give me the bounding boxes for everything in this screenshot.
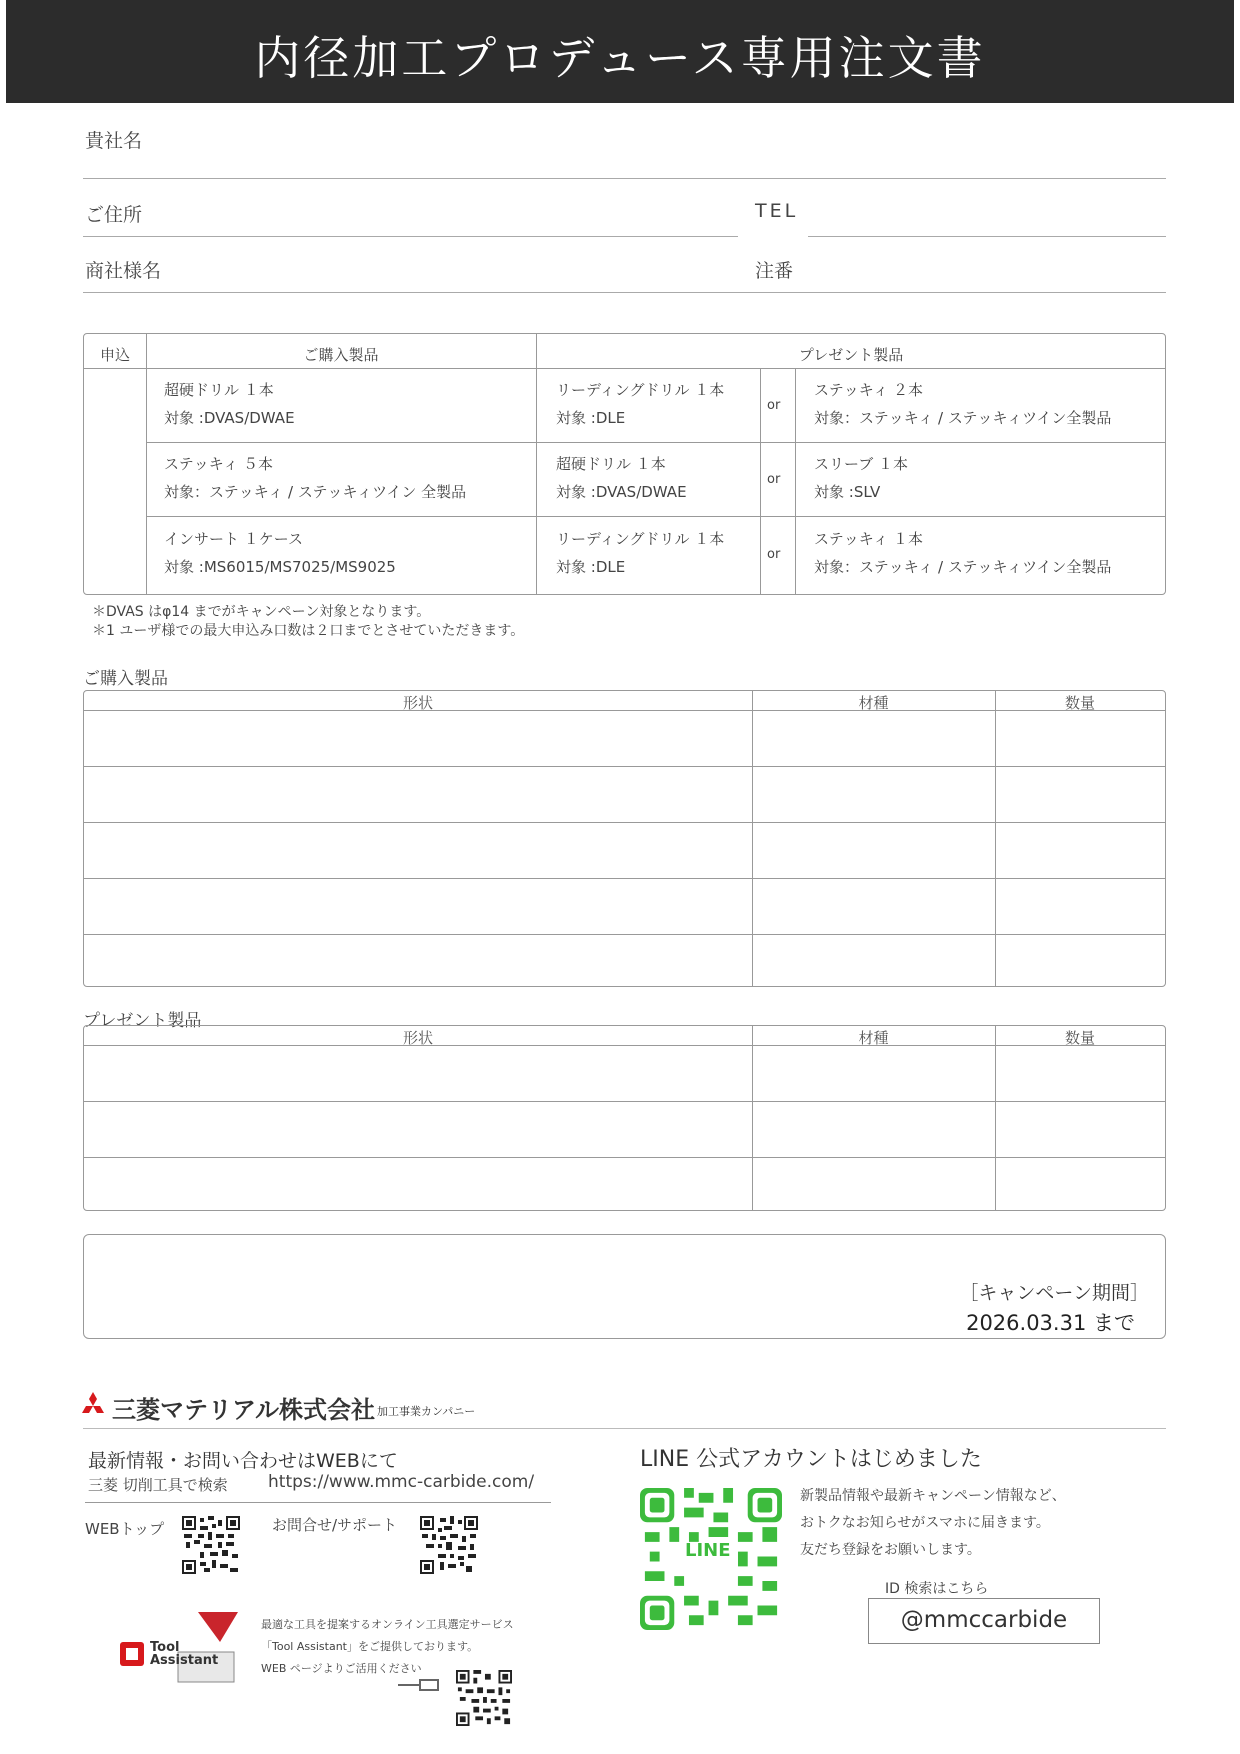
web-top-qr-icon[interactable]: [182, 1516, 240, 1574]
purchase-name: ステッキィ ５本: [164, 455, 274, 473]
header-divider: [84, 1045, 1165, 1046]
url-underline: [85, 1502, 551, 1503]
campaign-table: [83, 333, 1166, 595]
present-b-name: ステッキィ １本: [814, 530, 924, 548]
campaign-period-box: [83, 1234, 1166, 1339]
address-field-line[interactable]: [83, 236, 738, 237]
note-line: ＊DVAS はφ14 までがキャンペーン対象となります。: [92, 604, 431, 620]
tool-logo-line1: Tool: [150, 1640, 180, 1655]
col-qty-header: 数量: [1064, 1029, 1095, 1047]
present-b-target: 対象：ステッキィ / ステッキィツイン全製品: [814, 409, 1112, 427]
present-b-target: 対象 :SLV: [814, 483, 881, 501]
present-a-target: 対象 :DLE: [556, 409, 626, 427]
tel-field-line[interactable]: [808, 236, 1166, 237]
head-present: プレゼント製品: [798, 346, 904, 364]
company-sub: 加工事業カンパニー: [377, 1405, 476, 1418]
line-id: @mmccarbide: [900, 1607, 1068, 1633]
dealer-field-line[interactable]: [83, 292, 738, 293]
header-divider: [84, 368, 1165, 369]
apply-cell[interactable]: [84, 516, 146, 594]
col-divider: [536, 334, 537, 594]
present-a-target: 対象 :DLE: [556, 558, 626, 576]
col-divider: [995, 691, 996, 986]
line-desc-line: おトクなお知らせがスマホに届きます。: [800, 1515, 1050, 1531]
purchase-name: インサート １ケース: [164, 530, 304, 548]
head-apply: 申込: [99, 346, 130, 364]
line-desc-line: 新製品情報や最新キャンペーン情報など、: [800, 1488, 1066, 1504]
dealer-label: 商社様名: [85, 260, 162, 282]
col-divider: [752, 691, 753, 986]
website-link[interactable]: https://www.mmc-carbide.com/: [268, 1472, 535, 1492]
or-label: or: [767, 547, 781, 562]
row-divider: [84, 1157, 1165, 1158]
support-qr-icon[interactable]: [420, 1516, 478, 1574]
header-divider: [84, 710, 1165, 711]
present-a-target: 対象 :DVAS/DWAE: [556, 483, 687, 501]
col-shape-header: 形状: [402, 1029, 433, 1047]
notes: [92, 603, 524, 641]
purchase-table-title: ご購入製品: [83, 669, 168, 689]
or-label: or: [767, 472, 781, 487]
present-a-name: リーディングドリル １本: [556, 530, 725, 548]
web-heading: 最新情報・お問い合わせはWEBにて: [88, 1450, 398, 1472]
tel-label: TEL: [755, 200, 799, 222]
purchase-target: 対象 :DVAS/DWAE: [164, 409, 295, 427]
row-divider: [84, 878, 1165, 879]
footer-divider: [83, 1428, 1166, 1429]
order-no-field-line[interactable]: [738, 292, 1166, 293]
purchase-target: 対象 :MS6015/MS7025/MS9025: [164, 558, 396, 576]
line-heading: LINE 公式アカウントはじめました: [640, 1447, 982, 1472]
col-material-header: 材種: [858, 1029, 889, 1047]
row-divider: [84, 934, 1165, 935]
purchase-target: 対象：ステッキィ / ステッキィツイン 全製品: [164, 483, 467, 501]
head-purchase: ご購入製品: [303, 346, 379, 364]
row-divider: [146, 442, 1165, 443]
col-shape-header: 形状: [402, 694, 433, 712]
row-divider: [84, 766, 1165, 767]
present-b-name: スリーブ １本: [814, 455, 909, 473]
tool-desc-line: 最適な工具を提案するオンライン工具選定サービス: [261, 1618, 514, 1631]
present-b-target: 対象：ステッキィ / ステッキィツイン全製品: [814, 558, 1112, 576]
company-label: 貴社名: [85, 130, 143, 152]
row-divider: [84, 822, 1165, 823]
id-search-label: ID 検索はこちら: [885, 1581, 989, 1597]
company-name: 三菱マテリアル株式会社: [112, 1396, 376, 1424]
purchase-name: 超硬ドリル １本: [164, 381, 274, 399]
or-label: or: [767, 398, 781, 413]
tool-logo-line2: Assistant: [150, 1653, 219, 1668]
tool-assistant-logo-icon: [120, 1612, 246, 1688]
campaign-period-label: ［キャンペーン期間］: [959, 1282, 1149, 1304]
col-divider: [146, 334, 147, 594]
address-label: ご住所: [85, 204, 143, 226]
campaign-period-date: 2026.03.31 まで: [966, 1311, 1135, 1335]
col-divider: [760, 368, 761, 594]
purchase-table: [83, 690, 1166, 987]
present-table: [83, 1025, 1166, 1211]
row-divider: [84, 1101, 1165, 1102]
support-label: お問合せ/サポート: [272, 1516, 398, 1534]
col-qty-header: 数量: [1064, 694, 1095, 712]
present-table-title: プレゼント製品: [83, 1011, 202, 1031]
col-material-header: 材種: [858, 694, 889, 712]
present-a-name: 超硬ドリル １本: [556, 455, 666, 473]
present-a-name: リーディングドリル １本: [556, 381, 725, 399]
page-title: 内径加工プロデュース専用注文書: [254, 31, 986, 85]
tool-desc-line: WEB ページよりご活用ください: [261, 1662, 422, 1675]
search-hint: 三菱 切削工具で検索: [88, 1476, 228, 1494]
apply-cell[interactable]: [84, 442, 146, 516]
line-logo: LINE: [685, 1540, 731, 1561]
company-field-line[interactable]: [83, 178, 1166, 179]
three-diamonds-logo-icon: [78, 1392, 108, 1418]
web-top-label: WEBトップ: [85, 1520, 165, 1538]
col-divider: [795, 368, 796, 594]
apply-cell[interactable]: [84, 368, 146, 442]
present-b-name: ステッキィ ２本: [814, 381, 924, 399]
header-band: [6, 0, 1234, 103]
order-no-label: 注番: [755, 260, 794, 282]
line-desc-line: 友だち登録をお願いします。: [800, 1542, 981, 1558]
note-line: ＊1 ユーザ様での最大申込み口数は２口までとさせていただきます。: [92, 623, 525, 639]
col-divider: [995, 1026, 996, 1210]
row-divider: [146, 516, 1165, 517]
tool-desc-line: 「Tool Assistant」をご提供しております。: [261, 1640, 479, 1653]
line-id-box[interactable]: [868, 1598, 1100, 1644]
pointing-hand-icon: [398, 1676, 444, 1694]
tool-assistant-qr-icon[interactable]: [456, 1670, 512, 1726]
col-divider: [752, 1026, 753, 1210]
